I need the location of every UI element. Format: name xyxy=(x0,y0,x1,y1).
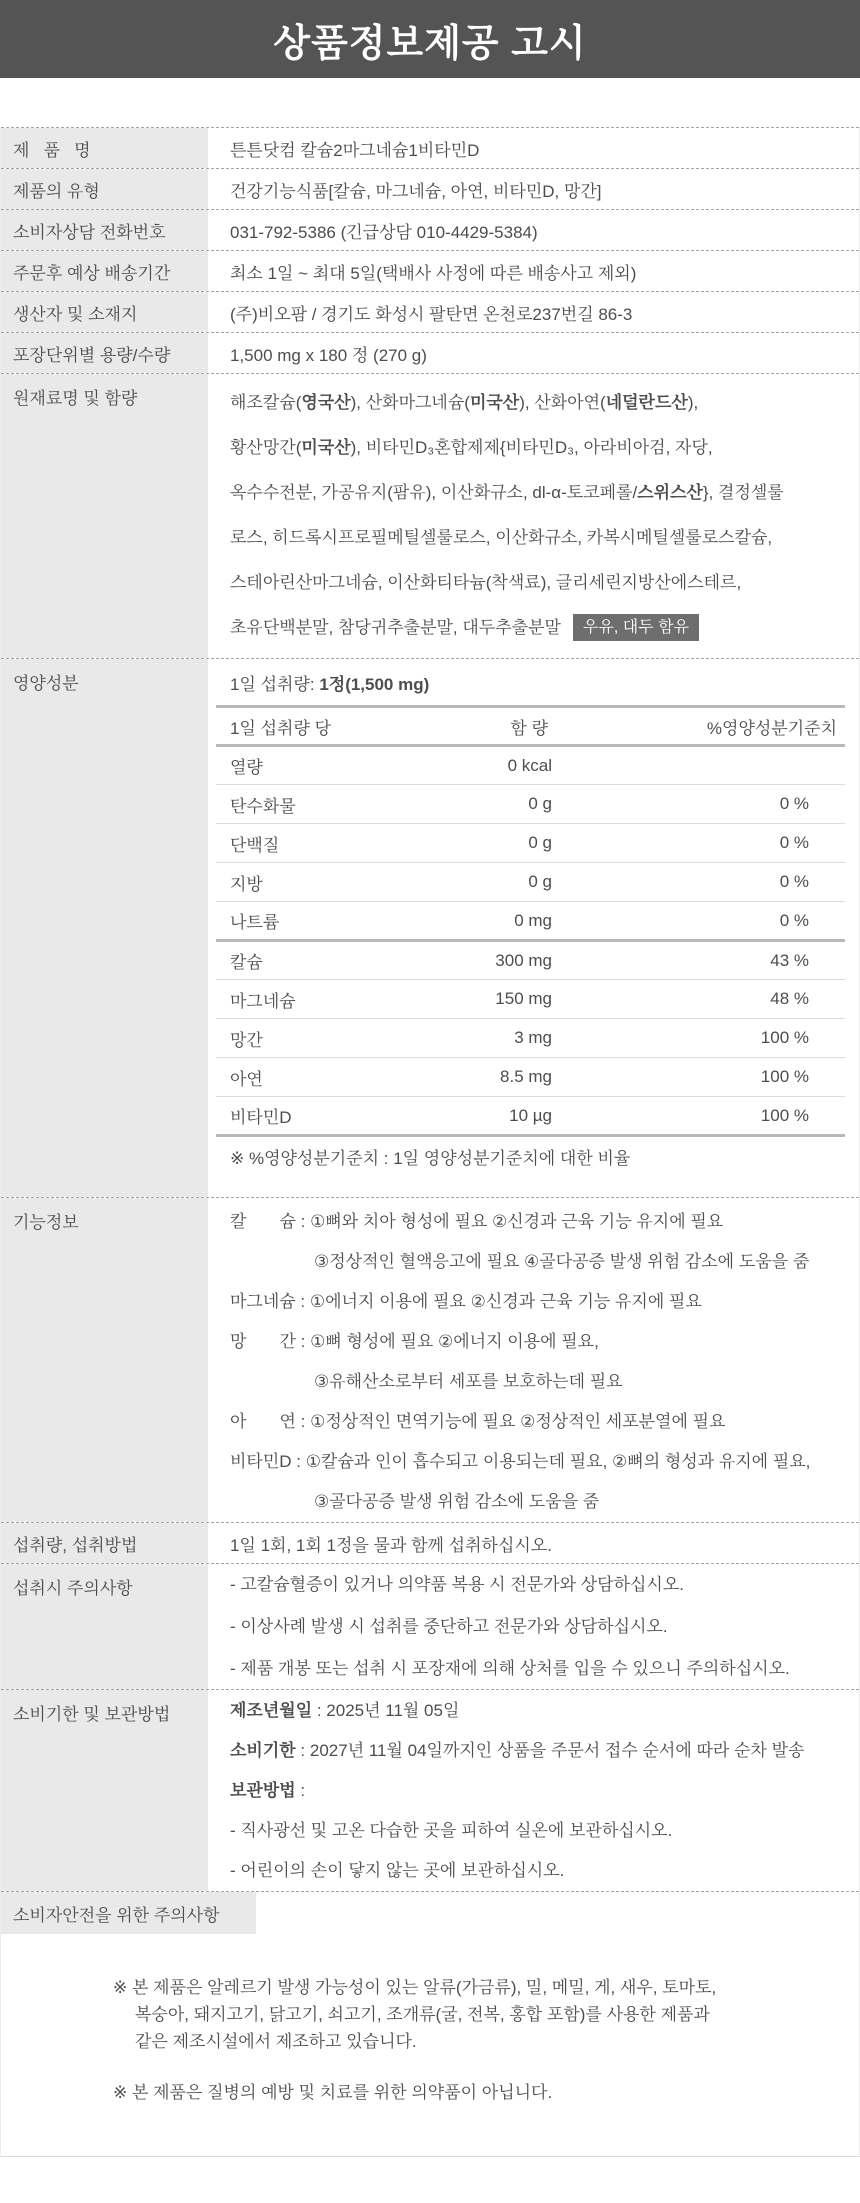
consumer-safety-notes xyxy=(1,1974,859,2106)
function-line: 마그네슘 : ①에너지 이용에 필요 ②신경과 근육 기능 유지에 필요 xyxy=(230,1292,702,1311)
function-line: ③유해산소로부터 세포를 보호하는데 필요 xyxy=(314,1372,623,1391)
row-label: 기능정보 xyxy=(1,1198,208,1522)
row-label: 섭취량, 섭취방법 xyxy=(1,1523,208,1563)
nutrition-col-header: 1일 섭취량 당 xyxy=(216,707,446,746)
row-expiry-storage xyxy=(1,1689,859,1891)
ingredients-content xyxy=(208,374,859,658)
ingredients-line: 황산망간(미국산), 비타민D₃혼합제제{비타민D₃, 아라비아검, 자당, xyxy=(230,438,713,457)
header-spacer xyxy=(0,78,860,127)
row-value: 1,500 mg x 180 정 (270 g) xyxy=(230,345,427,365)
expiry-line: 소비기한 : 2027년 11월 04일까지인 상품을 주문서 접수 순서에 따라 순차 발송 xyxy=(230,1741,805,1760)
expiry-line: - 어린이의 손이 닿지 않는 곳에 보관하십시오. xyxy=(230,1861,565,1880)
row-consumer-phone xyxy=(1,209,859,250)
row-value: (주)비오팜 / 경기도 화성시 팔탄면 온천로237번길 86-3 xyxy=(230,304,633,324)
function-line: 아 연 : ①정상적인 면역기능에 필요 ②정상적인 세포분열에 필요 xyxy=(230,1412,726,1431)
ingredients-line: 해조칼슘(영국산), 산화마그네슘(미국산), 산화아연(네덜란드산), xyxy=(230,393,699,412)
nutrition-content xyxy=(208,659,859,1197)
row-intake-method xyxy=(1,1522,859,1563)
row-precautions xyxy=(1,1563,859,1689)
allergy-note-line: 같은 제조시설에서 제조하고 있습니다. xyxy=(135,2032,417,2051)
nutrition-row: 마그네슘 150 mg 48 % xyxy=(216,980,845,1019)
nutrition-row: 망간 3 mg 100 % xyxy=(216,1019,845,1058)
function-line: ③골다공증 발생 위험 감소에 도움을 줌 xyxy=(314,1492,600,1511)
ingredients-line: 로스, 히드록시프로필메틸셀룰로스, 이산화규소, 카복시메틸셀룰로스칼슘, xyxy=(230,528,773,547)
expiry-storage-content xyxy=(208,1690,859,1891)
info-table xyxy=(0,127,860,2157)
expiry-line: 제조년월일 : 2025년 11월 05일 xyxy=(230,1701,460,1720)
nutrition-table xyxy=(216,705,845,1137)
precaution-line: - 제품 개봉 또는 섭취 시 포장재에 의해 상처를 입을 수 있으니 주의하십시오. xyxy=(230,1659,790,1678)
consumer-safety-heading: 소비자안전을 위한 주의사항 xyxy=(1,1892,256,1934)
row-label: 제품의 유형 xyxy=(1,169,208,209)
precaution-line: - 이상사례 발생 시 섭취를 중단하고 전문가와 상담하십시오. xyxy=(230,1617,668,1636)
function-info-content xyxy=(208,1198,859,1522)
nutrition-col-header: 함 량 xyxy=(446,707,556,746)
row-label: 제 품 명 xyxy=(1,128,208,168)
allergen-badge: 우유, 대두 함유 xyxy=(573,614,699,641)
nutrition-col-header: %영양성분기준치 xyxy=(556,707,845,746)
function-line: ③정상적인 혈액응고에 필요 ④골다공증 발생 위험 감소에 도움을 줌 xyxy=(314,1252,810,1271)
expiry-line: - 직사광선 및 고온 다습한 곳을 피하여 실온에 보관하십시오. xyxy=(230,1821,673,1840)
ingredients-line xyxy=(230,605,859,650)
nutrition-row: 칼슘 300 mg 43 % xyxy=(216,941,845,980)
row-label: 소비자상담 전화번호 xyxy=(1,210,208,250)
nutrition-row: 지방 0 g 0 % xyxy=(216,863,845,902)
row-value: 최소 1일 ~ 최대 5일(택배사 사정에 따른 배송사고 제외) xyxy=(230,263,637,283)
drug-disclaimer-note xyxy=(113,2079,819,2106)
row-label: 주문후 예상 배송기간 xyxy=(1,251,208,291)
nutrition-header-row xyxy=(216,707,845,746)
row-label: 소비기한 및 보관방법 xyxy=(1,1690,208,1891)
row-value: 튼튼닷컴 칼슘2마그네슘1비타민D xyxy=(230,140,480,160)
row-ingredients xyxy=(1,373,859,658)
function-line: 칼 슘 : ①뼈와 치아 형성에 필요 ②신경과 근육 기능 유지에 필요 xyxy=(230,1212,724,1231)
row-value: 건강기능식품[칼슘, 마그네슘, 아연, 비타민D, 망간] xyxy=(230,181,602,201)
row-label: 생산자 및 소재지 xyxy=(1,292,208,332)
function-line: 망 간 : ①뼈 형성에 필요 ②에너지 이용에 필요, xyxy=(230,1332,599,1351)
allergy-note xyxy=(113,1974,819,2055)
nutrition-row: 열량 0 kcal xyxy=(216,746,845,785)
allergy-note-line: ※ 본 제품은 알레르기 발생 가능성이 있는 알류(가금류), 밀, 메밀, 게, 새우, 토마토, xyxy=(113,1978,717,1997)
page-title: 상품정보제공 고시 xyxy=(273,22,587,65)
function-line: 비타민D : ①칼슘과 인이 흡수되고 이용되는데 필요, ②뼈의 형성과 유지에 필요, xyxy=(230,1452,811,1471)
row-manufacturer-address xyxy=(1,291,859,332)
nutrition-row: 탄수화물 0 g 0 % xyxy=(216,785,845,824)
row-label: 섭취시 주의사항 xyxy=(1,1564,208,1689)
daily-intake-line: 1일 섭취량: 1정(1,500 mg) xyxy=(230,675,430,694)
row-label: 원재료명 및 함량 xyxy=(1,374,208,658)
row-package-unit xyxy=(1,332,859,373)
row-value: 031-792-5386 (긴급상담 010-4429-5384) xyxy=(230,222,538,242)
row-value: 1일 1회, 1회 1정을 물과 함께 섭취하십시오. xyxy=(230,1535,552,1555)
row-consumer-safety xyxy=(1,1891,859,2156)
ingredients-line: 옥수수전분, 가공유지(팜유), 이산화규소, dl-α-토코페롤/스위스산}, 결정셀룰 xyxy=(230,483,784,502)
row-delivery-period xyxy=(1,250,859,291)
nutrition-row: 단백질 0 g 0 % xyxy=(216,824,845,863)
precautions-content xyxy=(208,1564,859,1689)
ingredients-line: 스테아린산마그네슘, 이산화티타늄(착색료), 글리세린지방산에스테르, xyxy=(230,573,742,592)
drug-disclaimer-line: ※ 본 제품은 질병의 예방 및 치료를 위한 의약품이 아닙니다. xyxy=(113,2083,553,2102)
row-label: 영양성분 xyxy=(1,659,208,1197)
row-product-name xyxy=(1,127,859,168)
nutrition-row: 아연 8.5 mg 100 % xyxy=(216,1058,845,1097)
row-label: 포장단위별 용량/수량 xyxy=(1,333,208,373)
row-function-info xyxy=(1,1197,859,1522)
row-product-type xyxy=(1,168,859,209)
nutrition-footnote: ※ %영양성분기준치 : 1일 영양성분기준치에 대한 비율 xyxy=(230,1149,631,1168)
allergy-note-line: 복숭아, 돼지고기, 닭고기, 쇠고기, 조개류(굴, 전복, 홍합 포함)를 사용한 제품과 xyxy=(135,2005,710,2024)
ingredients-last-line: 초유단백분말, 참당귀추출분말, 대두추출분말 xyxy=(230,618,561,637)
nutrition-row: 비타민D 10 µg 100 % xyxy=(216,1097,845,1136)
expiry-line: 보관방법 : xyxy=(230,1781,306,1800)
page-header xyxy=(0,0,860,78)
precaution-line: - 고칼슘혈증이 있거나 의약품 복용 시 전문가와 상담하십시오. xyxy=(230,1575,684,1594)
row-nutrition xyxy=(1,658,859,1197)
nutrition-row: 나트륨 0 mg 0 % xyxy=(216,902,845,941)
